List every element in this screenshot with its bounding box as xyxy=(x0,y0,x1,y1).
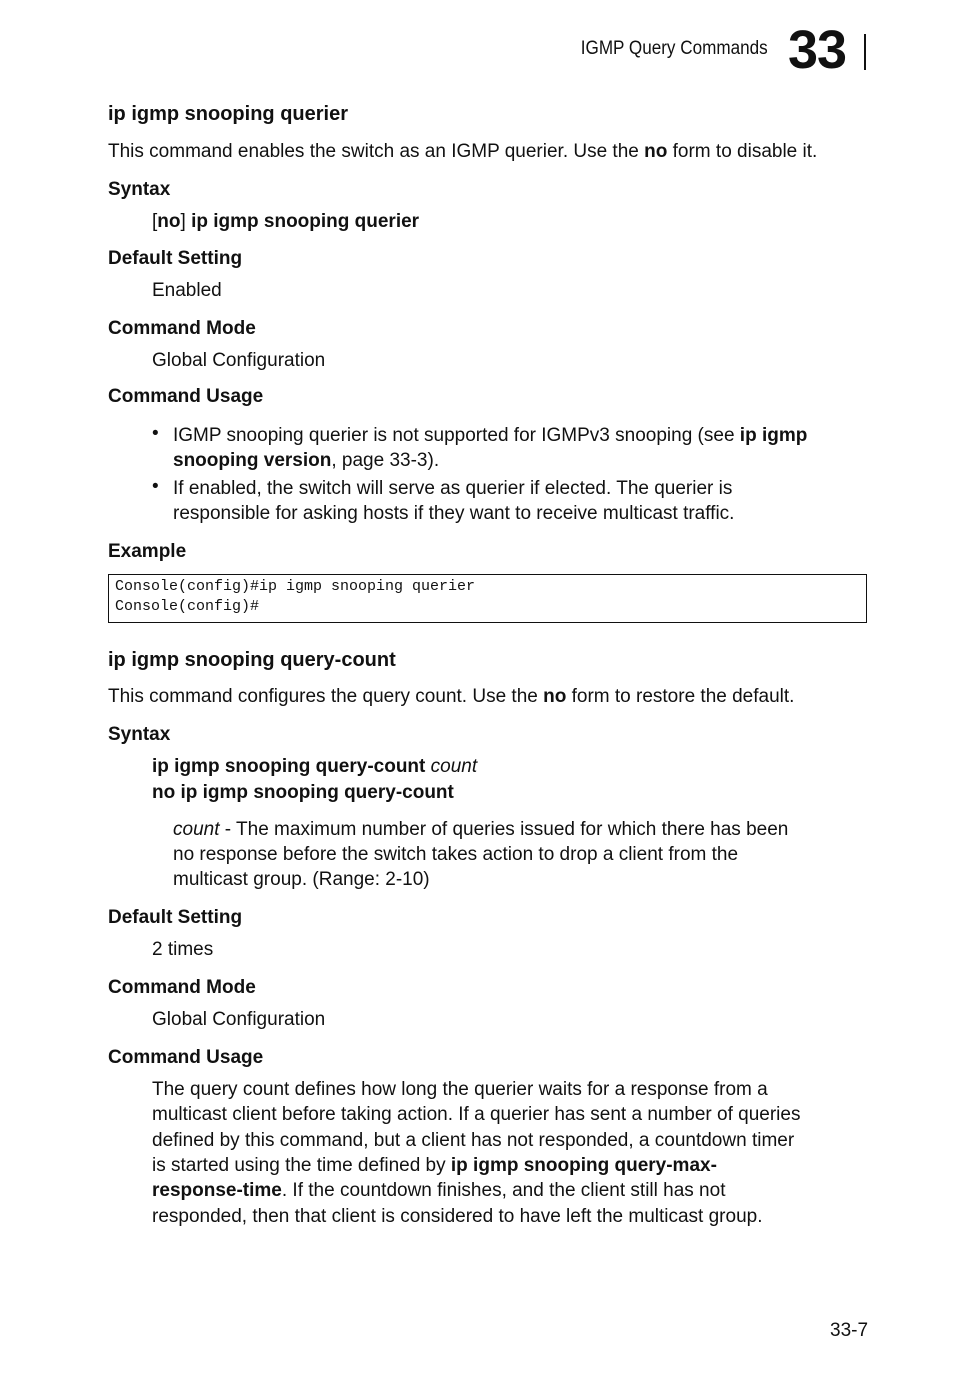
command-usage-heading: Command Usage xyxy=(108,1047,264,1068)
command-title-querier: ip igmp snooping querier xyxy=(108,103,348,125)
code-line: Console(config)# xyxy=(115,598,260,615)
syntax-line: ip igmp snooping query-count count xyxy=(152,756,478,777)
parameter-description-line-2: no response before the switch takes action to drop a client from the xyxy=(173,844,739,865)
bullet-marker: • xyxy=(152,423,159,444)
usage-bullet-1-line-2: snooping version, page 33-3). xyxy=(173,450,440,471)
default-setting-heading: Default Setting xyxy=(108,248,243,269)
command-title-query-count: ip igmp snooping query-count xyxy=(108,649,396,671)
syntax-line-no: no ip igmp snooping query-count xyxy=(152,782,454,803)
command-mode-value: Global Configuration xyxy=(152,1009,326,1030)
usage-paragraph-line-3: defined by this command, but a client has not responded, a countdown timer xyxy=(152,1130,795,1151)
usage-paragraph-line-5: response-time. If the countdown finishes, and the client still has not xyxy=(152,1180,726,1201)
command-description-querier: This command enables the switch as an IGMP querier. Use the no form to disable it. xyxy=(108,141,818,162)
page-number: 33-7 xyxy=(830,1320,869,1341)
syntax-line: [no] ip igmp snooping querier xyxy=(152,211,420,232)
bullet-marker: • xyxy=(152,476,159,497)
running-header: IGMP Query Commands xyxy=(581,38,768,59)
usage-bullet-2-line-2: responsible for asking hosts if they want to receive multicast traffic. xyxy=(173,503,735,524)
example-code-block xyxy=(108,574,867,623)
usage-bullet-1-line-1: IGMP snooping querier is not supported for IGMPv3 snooping (see ip igmp xyxy=(173,425,808,446)
code-line: Console(config)#ip igmp snooping querier xyxy=(115,578,476,595)
usage-bullet-2-line-1: If enabled, the switch will serve as querier if elected. The querier is xyxy=(173,478,733,499)
parameter-description-line-1: count - The maximum number of queries issued for which there has been xyxy=(173,819,789,840)
syntax-heading: Syntax xyxy=(108,179,171,200)
default-setting-value: 2 times xyxy=(152,939,214,960)
default-setting-value: Enabled xyxy=(152,280,222,301)
usage-paragraph-line-1: The query count defines how long the querier waits for a response from a xyxy=(152,1079,768,1100)
command-mode-value: Global Configuration xyxy=(152,350,326,371)
command-mode-heading: Command Mode xyxy=(108,977,256,998)
usage-paragraph-line-4: is started using the time defined by ip igmp snooping query-max- xyxy=(152,1155,717,1176)
command-usage-heading: Command Usage xyxy=(108,386,264,407)
chapter-number: 33 xyxy=(788,20,847,80)
parameter-description-line-3: multicast group. (Range: 2-10) xyxy=(173,869,430,890)
usage-paragraph-line-6: responded, then that client is considered to have left the multicast group. xyxy=(152,1206,763,1227)
chapter-divider xyxy=(864,34,866,70)
syntax-heading: Syntax xyxy=(108,724,171,745)
command-description-query-count: This command configures the query count. Use the no form to restore the default. xyxy=(108,686,795,707)
command-mode-heading: Command Mode xyxy=(108,318,256,339)
example-heading: Example xyxy=(108,541,187,562)
default-setting-heading: Default Setting xyxy=(108,907,243,928)
usage-paragraph-line-2: multicast client before taking action. If a querier has sent a number of queries xyxy=(152,1104,801,1125)
